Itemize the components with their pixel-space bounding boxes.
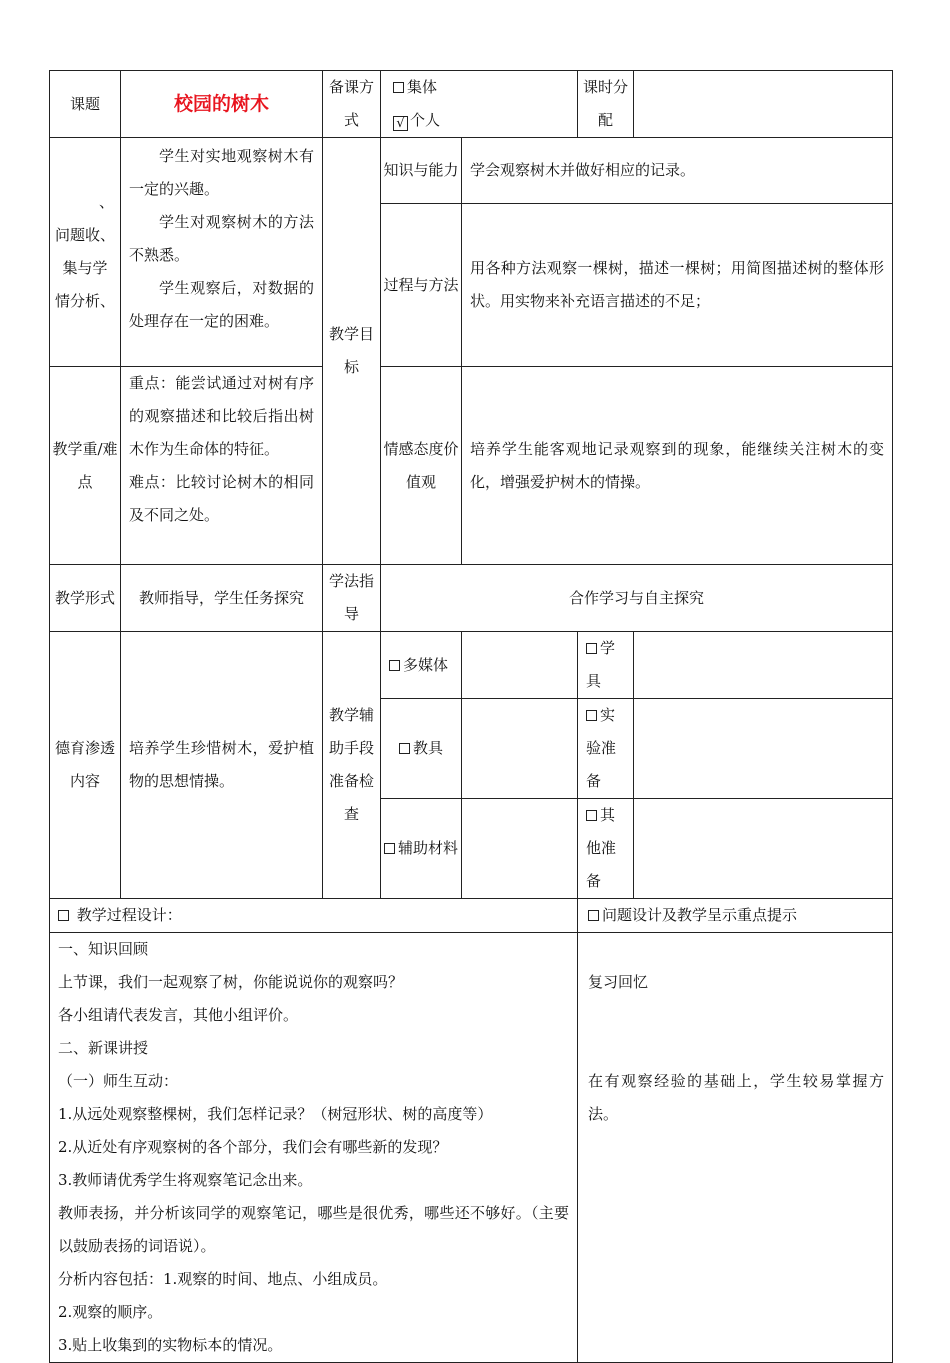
aid-other-value (634, 799, 893, 899)
aid-other[interactable]: 其他准备 (578, 799, 634, 899)
checkbox-empty-icon (399, 743, 410, 754)
moral-label: 德育渗透内容 (50, 632, 121, 899)
period-value (634, 71, 893, 138)
prep-collective-option[interactable]: 集体 (393, 71, 569, 104)
hint-method: 在有观察经验的基础上，学生较易掌握方法。 (588, 1072, 885, 1123)
hint-review: 复习回忆 (588, 973, 649, 991)
method-value: 合作学习与自主探究 (381, 565, 893, 632)
emotion-label: 情感态度价值观 (381, 367, 462, 565)
objectives-label: 教学目标 (323, 138, 381, 565)
analysis-label: 、 问题收、 集与学 情分析、 (50, 138, 121, 367)
process-line: 2.观察的顺序。 (58, 1303, 163, 1321)
process-line: （一）师生互动： (58, 1072, 179, 1090)
topic-label: 课题 (50, 71, 121, 138)
prep-mode-label: 备课方式 (323, 71, 381, 138)
process-line: 1.从远处观察整棵树，我们怎样记录？（树冠形状、树的高度等） (58, 1105, 493, 1123)
checkbox-empty-icon (58, 910, 69, 921)
topic-title: 校园的树木 (121, 71, 323, 138)
checkbox-empty-icon (586, 810, 597, 821)
aid-multimedia-value (462, 632, 578, 699)
checkbox-empty-icon (586, 710, 597, 721)
checkbox-empty-icon (389, 660, 400, 671)
checkbox-checked-icon: √ (393, 116, 408, 131)
lesson-plan-table (49, 70, 893, 1363)
aid-experiment[interactable]: 实验准备 (578, 699, 634, 799)
process-design-label: 教学过程设计： (50, 899, 578, 933)
process-line: 一、知识回顾 (58, 940, 149, 958)
checkbox-empty-icon (586, 643, 597, 654)
form-label: 教学形式 (50, 565, 121, 632)
prep-individual-option[interactable]: √ 个人 (393, 104, 569, 137)
aid-multimedia[interactable]: 多媒体 (381, 632, 462, 699)
process-line: 2.从近处有序观察树的各个部分，我们会有哪些新的发现？ (58, 1138, 448, 1156)
hint-label: 问题设计及教学呈示重点提示 (578, 899, 893, 933)
lesson-plan-page (49, 70, 892, 1363)
checkbox-empty-icon (588, 910, 599, 921)
knowledge-label: 知识与能力 (381, 138, 462, 204)
aid-teaching-aids[interactable]: 教具 (381, 699, 462, 799)
form-value: 教师指导，学生任务探究 (121, 565, 323, 632)
method-label: 学法指导 (323, 565, 381, 632)
process-design-body (50, 933, 578, 1363)
process-line: 分析内容包括：1.观察的时间、地点、小组成员。 (58, 1270, 388, 1288)
analysis-content: 学生对实地观察树木有一定的兴趣。 学生对观察树木的方法不熟悉。 学生观察后，对数据的处理存在一定的困难。 (121, 138, 323, 367)
aid-experiment-value (634, 699, 893, 799)
aid-supplementary[interactable]: 辅助材料 (381, 799, 462, 899)
aids-label: 教学辅助手段准备检查 (323, 632, 381, 899)
emotion-text: 培养学生能客观地记录观察到的现象，能继续关注树木的变化，增强爱护树木的情操。 (462, 367, 893, 565)
aid-student-tools[interactable]: 学具 (578, 632, 634, 699)
process-line: 上节课，我们一起观察了树，你能说说你的观察吗？ (58, 973, 404, 991)
checkbox-empty-icon (384, 843, 395, 854)
focus-content: 重点：能尝试通过对树有序的观察描述和比较后指出树木作为生命体的特征。 难点：比较讨论树木的相同及不同之处。 (121, 367, 323, 565)
hint-body (578, 933, 893, 1363)
process-line: 3.贴上收集到的实物标本的情况。 (58, 1336, 283, 1354)
process-label: 过程与方法 (381, 204, 462, 367)
process-line: 二、新课讲授 (58, 1039, 149, 1057)
process-line: 教师表扬，并分析该同学的观察笔记，哪些是很优秀，哪些还不够好。（主要以鼓励表扬的词语说）。 (58, 1204, 570, 1255)
process-text: 用各种方法观察一棵树，描述一棵树；用简图描述树的整体形状。用实物来补充语言描述的不足； (462, 204, 893, 367)
period-label: 课时分配 (578, 71, 634, 138)
aid-supplementary-value (462, 799, 578, 899)
process-line: 各小组请代表发言，其他小组评价。 (58, 1006, 299, 1024)
aid-teaching-aids-value (462, 699, 578, 799)
aid-student-tools-value (634, 632, 893, 699)
prep-mode-options (381, 71, 578, 138)
knowledge-text: 学会观察树木并做好相应的记录。 (462, 138, 893, 204)
moral-value: 培养学生珍惜树木，爱护植物的思想情操。 (121, 632, 323, 899)
checkbox-empty-icon (393, 82, 404, 93)
process-line: 3.教师请优秀学生将观察笔记念出来。 (58, 1171, 313, 1189)
focus-label: 教学重/难点 (50, 367, 121, 565)
